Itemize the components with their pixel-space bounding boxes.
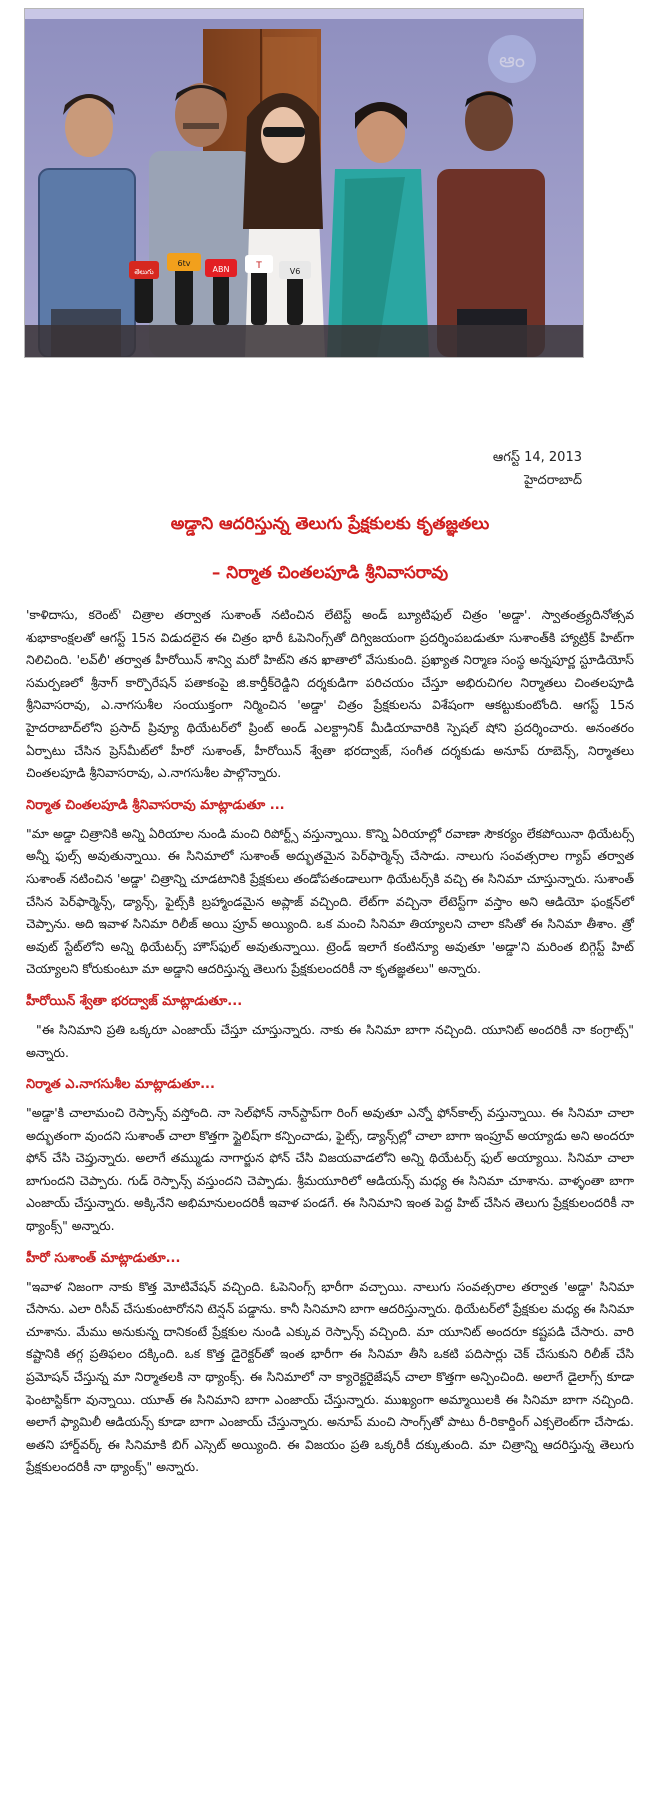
svg-text:T: T	[256, 261, 262, 271]
section-heading-co-producer: నిర్మాత ఎ.నాగసుశీల మాట్లాడుతూ...	[26, 1077, 215, 1093]
watermark-logo	[488, 35, 536, 83]
svg-text:ఆం: ఆం	[498, 48, 526, 72]
headline: అడ్డాని ఆదరిస్తున్న తెలుగు ప్రేక్షకులకు కృతజ్ఞతలు	[170, 514, 490, 534]
section-heading-hero: హీరో సుశాంత్ మాట్లాడుతూ...	[26, 1250, 181, 1266]
svg-text:తెలుగు: తెలుగు	[134, 268, 154, 276]
sub-headline: – నిర్మాత చింతలపూడి శ్రీనివాసరావు	[211, 563, 449, 583]
event-photo	[24, 8, 584, 358]
section-heading-producer: నిర్మాత చింతలపూడి శ్రీనివాసరావు మాట్లాడుతూ ...	[26, 797, 285, 813]
section-body-co-producer: "అడ్డా'కి చాలామంచి రెస్పాన్స్ వస్తోంది. నా సెల్‌ఫోన్ నాన్‌స్టాప్‌గా రింగ్ అవుతూ ఎన్నో ఫోన్‌కాల్స్ వస్తున్నాయి. ఈ సినిమా చాలా అద్భుతంగా వుందని సుశాంత్ చాలా కొత్తగా స్టైలిష్‌గా కన్పించాడు, ఫైట్స్, డ్యాన్స్‌ల్లో చాలా బాగా ఇంప్రూవ్ అయ్యాడు అని అందరూ ఫోన్ చేసి చెప్తున్నారు. అలాగే తమ్ముడు నాగార్జున ఫోన్ చేసి విజయవాడలోని అన్ని థియేటర్స్ ఫుల్ అయ్యాయి. సినిమా చాలా బాగుందని చెప్పారు. గుడ్ రెస్పాన్స్ వస్తుందని చెప్పాడు. శ్రీమయూరిలో ఆడియన్స్ మధ్య ఈ సినిమా చూశాను. వాళ్ళంతా బాగా ఎంజాయ్ చేస్తున్నారు. అక్కినేని అభిమానులందరికీ ఇవాళ పండగే. ఈ సినిమాని ఇంత పెద్ద హిట్ చేసిన తెలుగు ప్రేక్షకులందరికీ నా థ్యాంక్స్" అన్నారు.	[26, 1105, 634, 1234]
section-body-hero: "ఇవాళ నిజంగా నాకు కొత్త మోటివేషన్ వచ్చింది. ఓపెనింగ్స్ భారీగా వచ్చాయి. నాలుగు సంవత్సరాల తర్వాత 'అడ్డా' సినిమా చేసాను. ఎలా రిసీవ్ చేసుకుంటారోనని టెన్షన్ పడ్డాను. కానీ సినిమాని బాగా ఆదరిస్తున్నారు. థియేటర్‌లో ప్రేక్షకుల మధ్య ఈ సినిమా చూశాను. మేము అనుకున్న దానికంటే ప్రేక్షకుల నుండి ఎక్కువ రెస్పాన్స్ వచ్చింది. మా యూనిట్ అందరూ కష్టపడి చేసారు. వారి కష్టానికి తగ్గ ప్రతిఫలం దక్కింది. ఒక కొత్త డైరెక్టర్‌తో ఇంత భారీగా ఈ సినిమా తీసి ఒకటి పదిసార్లు చెక్ చేసుకుని రిలీజ్ చేసి ప్రమోషన్ చేస్తున్న మా నిర్మాతలకి నా థ్యాంక్స్. ఈ సినిమాలో నా క్యారెక్టరైజేషన్ చాలా కొత్తగా అన్పించింది. అలాగే డైలాగ్స్ కూడా ఫెంటాస్టిక్‌గా వున్నాయి. యూత్ ఈ సినిమాని బాగా ఎంజాయ్ చేస్తున్నారు. ముఖ్యంగా అమ్మాయిలకి ఈ సినిమా బాగా నచ్చింది. అలాగే ఫ్యామిలీ ఆడియన్స్ కూడా బాగా ఎంజాయ్ చేస్తున్నారు. అనూప్ మంచి సాంగ్స్‌తో పాటు రీ-రికార్డింగ్ ఎక్సలెంట్‌గా చేసాడు. అతని హార్డ్‌వర్క్ ఈ సినిమాకి బిగ్ ఎస్సెట్ అయ్యింది. ఈ విజయం ప్రతి ఒక్కరికీ దక్కుతుంది. మా చిత్రాన్ని ఆదరిస్తున్న తెలుగు ప్రేక్షకులందరికీ నా థ్యాంక్స్" అన్నారు.	[26, 1278, 634, 1475]
svg-text:V6: V6	[289, 267, 301, 276]
section-heading-heroine: హీరోయిన్ శ్వేతా భరద్వాజ్ మాట్లాడుతూ...	[26, 993, 243, 1009]
dateline	[493, 446, 582, 492]
svg-text:6tv: 6tv	[177, 259, 191, 268]
place: హైదరాబాద్	[524, 473, 582, 488]
section-body-producer: "మా అడ్డా చిత్రానికి అన్ని ఏరియాల నుండి మంచి రిపోర్ట్స్ వస్తున్నాయి. కొన్ని ఏరియాల్లో రవాణా సౌకర్యం లేకపోయినా థియేటర్స్ అన్నీ ఫుల్స్ అవుతున్నాయి. ఈ సినిమాలో సుశాంత్ అద్భుతమైన పెర్‌ఫార్మెన్స్ చేసాడు. నాలుగు సంవత్సరాల గ్యాప్ తర్వాత సుశాంత్ నటించిన 'అడ్డా' చిత్రాన్ని చూడటానికి ప్రేక్షకులు తండోపతండాలుగా థియేటర్స్‌కి వచ్చి ఈ సినిమా చూస్తున్నారు. సుశాంత్ చేసిన పెర్‌ఫార్మెన్స్, డ్యాన్స్, ఫైట్స్‌కి బ్రహ్మాండమైన అప్లాజ్ వచ్చింది. లేట్‌గా వచ్చినా లేటెస్ట్‌గా వస్తాం అని ఆడియో ఫంక్షన్‌లో చెప్పాను. అది ఇవాళ సినిమా రిలీజ్ అయి ప్రూవ్ అయ్యింది. ఒక మంచి సినిమా తియ్యాలని చాలా కసితో ఈ సినిమా తీశాం. త్రో అవుట్ స్టేట్‌లోని అన్ని థియేటర్స్ హౌస్‌ఫుల్ అవుతున్నాయి. ట్రెండ్ ఇలాగే కంటిన్యూ అవుతూ 'అడ్డా'ని మరింత బిగ్గెస్ట్ హిట్ చెయ్యాలని కోరుకుంటూ మా అడ్డాని ఆదరిస్తున్న తెలుగు ప్రేక్షకులందరికీ నా కృతజ్ఞతలు" అన్నారు.	[26, 825, 634, 977]
svg-text:ABN: ABN	[212, 265, 230, 274]
section-body-heroine: "ఈ సినిమాని ప్రతి ఒక్కరూ ఎంజాయ్ చేస్తూ చూస్తున్నారు. నాకు ఈ సినిమా బాగా నచ్చింది. యూనిట్ అందరికీ నా కంగ్రాట్స్" అన్నారు.	[26, 1021, 634, 1060]
date: ఆగస్ట్ 14, 2013	[492, 450, 582, 465]
article-body	[26, 600, 634, 1479]
intro-paragraph: 'కాళిదాసు, కరెంట్' చిత్రాల తర్వాత సుశాంత్ నటించిన లేటెస్ట్ అండ్ బ్యూటిఫుల్ చిత్రం 'అడ్డా'. స్వాతంత్ర్యదినోత్సవ శుభాకాంక్షలతో ఆగస్ట్ 15న విడుదలైన ఈ చిత్రం భారీ ఓపెనింగ్స్‌తో దిగ్విజయంగా ప్రదర్శింపబడుతూ సుశాంత్‌కి హ్యాట్రిక్ హిట్‌గా నిలిచింది. 'లవ్‌లీ' తర్వాత హీరోయిన్ శాన్వి మరో హిట్‌ని తన ఖాతాలో వేసుకుంది. ప్రఖ్యాత నిర్మాణ సంస్థ అన్నపూర్ణ స్టూడియోస్ సమర్పణలో శ్రీనాగ్ కార్పొరేషన్ పతాకంపై జి.కార్తీక్‌రెడ్డిని దర్శకుడిగా పరిచయం చేస్తూ అభిరుచిగల నిర్మాతలు చింతలపూడి శ్రీనివాసరావు, ఎ.నాగసుశీల సంయుక్తంగా నిర్మించిన 'అడ్డా' చిత్రం ప్రేక్షకులను విశేషంగా ఆకట్టుకుంటోంది. ఆగస్ట్ 15న హైదరాబాద్‌లోని ప్రసాద్ ప్రివ్యూ థియేటర్‌లో ప్రింట్ అండ్ ఎలక్ట్రానిక్ మీడియావారికి స్పెషల్ షోని ప్రదర్శించారు. అనంతరం ఏర్పాటు చేసిన ప్రెస్‌మీట్‌లో హీరో సుశాంత్, హీరోయిన్ శ్వేతా భరద్వాజ్, సంగీత దర్శకుడు అనూప్ రూబెన్స్, నిర్మాతలు చింతలపూడి శ్రీనివాసరావు, ఎ.నాగసుశీల పాల్గొన్నారు.	[26, 607, 634, 781]
